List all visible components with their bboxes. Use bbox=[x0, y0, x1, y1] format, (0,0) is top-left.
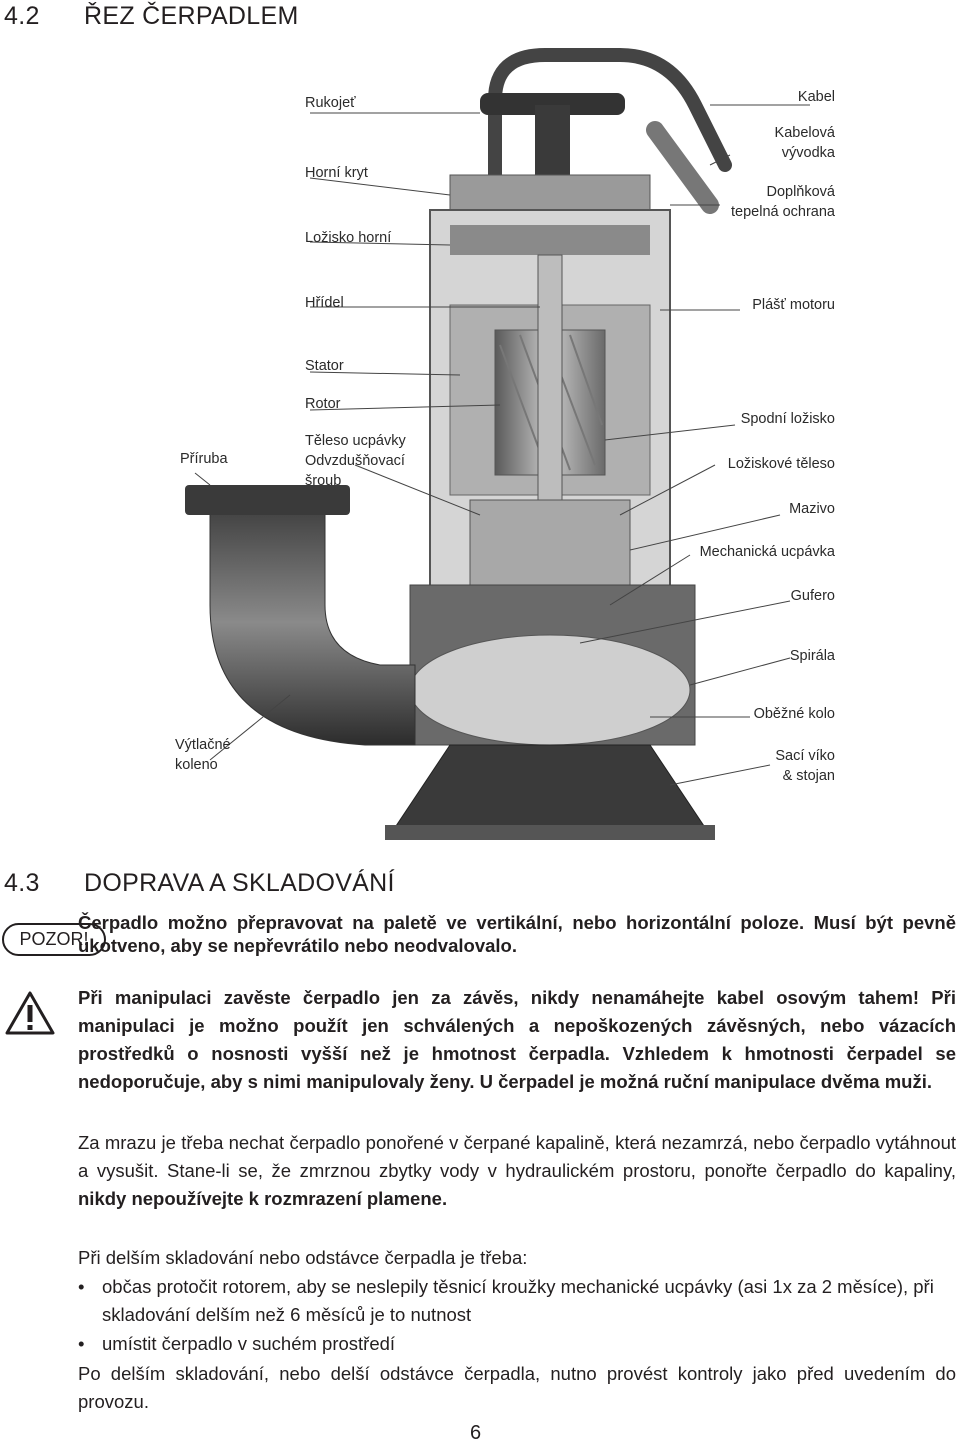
warning-badge: POZOR! bbox=[2, 923, 106, 956]
label-discharge-elbow-2: koleno bbox=[175, 757, 218, 773]
label-motor-housing: Plášť motoru bbox=[752, 297, 835, 313]
page-number: 6 bbox=[470, 1422, 482, 1444]
label-lower-bearing: Spodní ložisko bbox=[740, 411, 835, 427]
label-shaft-seal: Gufero bbox=[790, 588, 835, 604]
label-upper-bearing: Ložisko horní bbox=[305, 230, 392, 246]
list-item bbox=[78, 1330, 956, 1358]
label-thermal-protection-1: Doplňková bbox=[766, 184, 835, 200]
label-lubricant: Mazivo bbox=[789, 501, 835, 517]
paragraph-storage-intro: Při delším skladování nebo odstávce čerpadla je třeba: bbox=[78, 1247, 528, 1268]
label-seal-housing: Těleso ucpávky bbox=[305, 433, 406, 449]
label-cable: Kabel bbox=[797, 89, 835, 105]
list-item bbox=[78, 1273, 956, 1329]
list-item-text: umístit čerpadlo v suchém prostředí bbox=[102, 1333, 396, 1354]
paragraph-handling: Při manipulaci zavěste čerpadlo jen za závěs, nikdy nenamáhejte kabel osovým tahem! Při manipulaci je možno použít jen schválených a nepoškozených závěsných, nebo vázacích prostředků o nosnosti vyšší než je hmotnost čerpadla. Vzhledem k hmotnosti čerpadel se nedoporučuje, aby s nimi manipulovaly ženy. U čerpadel je možná ruční manipulace dvěma muži. bbox=[78, 987, 956, 1092]
label-shaft: Hřídel bbox=[305, 295, 344, 311]
label-impeller: Oběžné kolo bbox=[753, 706, 835, 722]
section-heading-4-2 bbox=[4, 2, 299, 31]
bullet-marker: • bbox=[78, 1333, 85, 1354]
section-number: 4.3 bbox=[4, 869, 40, 897]
label-vent-screw-1: Odvzdušňovací bbox=[305, 453, 405, 469]
label-mechanical-seal: Mechanická ucpávka bbox=[699, 544, 835, 560]
label-thermal-protection-2: tepelná ochrana bbox=[731, 204, 835, 220]
bullet-marker: • bbox=[78, 1276, 85, 1297]
warning-triangle-icon bbox=[4, 990, 56, 1036]
section-number: 4.2 bbox=[4, 2, 40, 30]
paragraph-after-storage: Po delším skladování, nebo delší odstávce čerpadla, nutno provést kontroly jako před uvedením do provozu. bbox=[78, 1363, 956, 1412]
label-cable-gland-1: Kabelová bbox=[774, 125, 835, 141]
label-volute: Spirála bbox=[789, 648, 835, 664]
label-vent-screw-2: šroub bbox=[305, 473, 342, 489]
list-item-text: občas protočit rotorem, aby se neslepily těsnicí kroužky mechanické ucpávky (asi 1x za 2 měsíce), při skladování delším než 6 měsíců je to nutnost bbox=[102, 1276, 934, 1325]
section-title: DOPRAVA A SKLADOVÁNÍ bbox=[84, 869, 395, 897]
paragraph-frost-text: Za mrazu je třeba nechat čerpadlo ponořené v čerpané kapalině, která nezamrzá, nebo čerpadlo vytáhnout a vysušit. Stane-li se, že zmrznou zbytky vody v hydraulickém prostoru, ponořte čerpadlo do kapaliny, bbox=[78, 1132, 956, 1181]
paragraph-frost-warning: nikdy nepoužívejte k rozmrazení plamene. bbox=[78, 1188, 448, 1209]
label-discharge-elbow-1: Výtlačné bbox=[175, 737, 231, 753]
label-cable-gland-2: vývodka bbox=[781, 145, 835, 161]
pump-cross-section-drawing bbox=[150, 45, 850, 845]
label-suction-cover-2: & stojan bbox=[782, 768, 835, 784]
pump-cross-section-figure bbox=[150, 45, 850, 845]
label-bearing-housing: Ložiskové těleso bbox=[727, 456, 835, 472]
label-stator: Stator bbox=[305, 358, 344, 374]
label-suction-cover-1: Sací víko bbox=[775, 748, 835, 764]
label-flange: Příruba bbox=[180, 451, 228, 467]
section-title: ŘEZ ČERPADLEM bbox=[84, 2, 299, 30]
paragraph-transport: Čerpadlo možno přepravovat na paletě ve vertikální, nebo horizontální poloze. Musí být pevně ukotveno, aby se nepřevrátilo nebo neodvalovalo. bbox=[78, 912, 956, 956]
paragraph-frost bbox=[78, 1129, 956, 1213]
label-rotor: Rotor bbox=[305, 396, 341, 412]
section-heading-4-3 bbox=[4, 869, 395, 898]
label-top-cover: Horní kryt bbox=[305, 165, 368, 181]
label-handle: Rukojeť bbox=[305, 95, 356, 111]
